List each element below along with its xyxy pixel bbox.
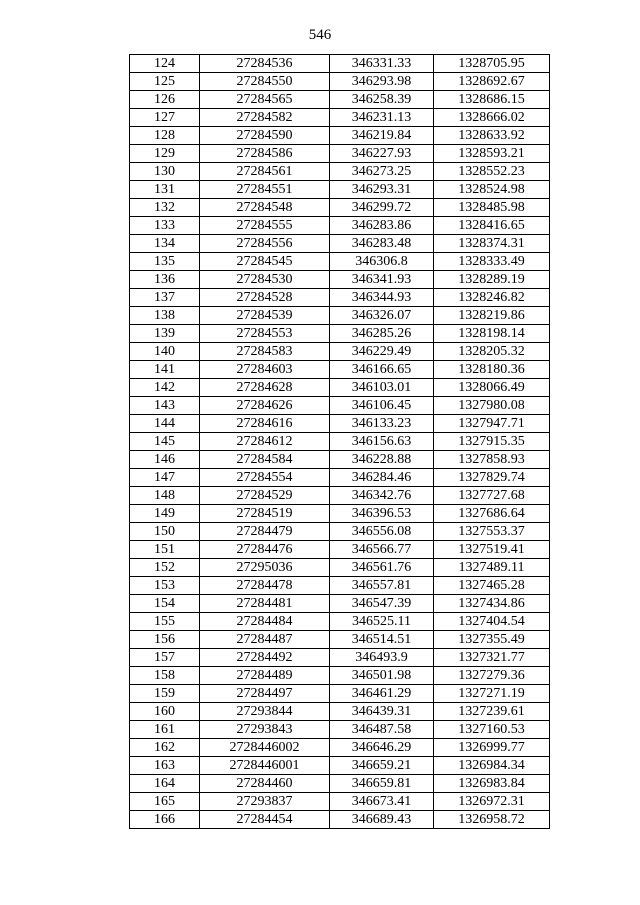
point-id-cell: 27284530 — [200, 271, 330, 289]
point-number-cell: 152 — [130, 559, 200, 577]
y-coordinate-cell: 1327686.64 — [434, 505, 550, 523]
table-row — [130, 739, 550, 757]
point-id-cell: 27284584 — [200, 451, 330, 469]
table-row — [130, 253, 550, 271]
point-id-cell: 27284536 — [200, 55, 330, 73]
y-coordinate-cell: 1327160.53 — [434, 721, 550, 739]
point-id-cell: 27284612 — [200, 433, 330, 451]
x-coordinate-cell: 346659.81 — [330, 775, 434, 793]
point-number-cell: 131 — [130, 181, 200, 199]
point-id-cell: 27284556 — [200, 235, 330, 253]
y-coordinate-cell: 1327553.37 — [434, 523, 550, 541]
point-number-cell: 154 — [130, 595, 200, 613]
x-coordinate-cell: 346285.26 — [330, 325, 434, 343]
point-id-cell: 27284478 — [200, 577, 330, 595]
point-id-cell: 27284454 — [200, 811, 330, 829]
x-coordinate-cell: 346166.65 — [330, 361, 434, 379]
point-number-cell: 126 — [130, 91, 200, 109]
y-coordinate-cell: 1326999.77 — [434, 739, 550, 757]
table-row — [130, 163, 550, 181]
x-coordinate-cell: 346341.93 — [330, 271, 434, 289]
point-id-cell: 2728446002 — [200, 739, 330, 757]
x-coordinate-cell: 346293.31 — [330, 181, 434, 199]
y-coordinate-cell: 1328289.19 — [434, 271, 550, 289]
table-row — [130, 397, 550, 415]
table-row — [130, 91, 550, 109]
x-coordinate-cell: 346283.48 — [330, 235, 434, 253]
x-coordinate-cell: 346659.21 — [330, 757, 434, 775]
point-id-cell: 27284548 — [200, 199, 330, 217]
x-coordinate-cell: 346284.46 — [330, 469, 434, 487]
point-number-cell: 139 — [130, 325, 200, 343]
x-coordinate-cell: 346556.08 — [330, 523, 434, 541]
y-coordinate-cell: 1326972.31 — [434, 793, 550, 811]
table-row — [130, 559, 550, 577]
point-id-cell: 27284497 — [200, 685, 330, 703]
table-row — [130, 577, 550, 595]
point-id-cell: 27284554 — [200, 469, 330, 487]
point-id-cell: 27284492 — [200, 649, 330, 667]
point-number-cell: 156 — [130, 631, 200, 649]
y-coordinate-cell: 1328485.98 — [434, 199, 550, 217]
y-coordinate-cell: 1326958.72 — [434, 811, 550, 829]
table-row — [130, 703, 550, 721]
table-row — [130, 433, 550, 451]
point-id-cell: 27295036 — [200, 559, 330, 577]
x-coordinate-cell: 346273.25 — [330, 163, 434, 181]
table-row — [130, 811, 550, 829]
point-number-cell: 157 — [130, 649, 200, 667]
y-coordinate-cell: 1328180.36 — [434, 361, 550, 379]
x-coordinate-cell: 346299.72 — [330, 199, 434, 217]
x-coordinate-cell: 346547.39 — [330, 595, 434, 613]
y-coordinate-cell: 1328066.49 — [434, 379, 550, 397]
point-id-cell: 27293843 — [200, 721, 330, 739]
point-id-cell: 27284582 — [200, 109, 330, 127]
point-number-cell: 148 — [130, 487, 200, 505]
point-id-cell: 27284529 — [200, 487, 330, 505]
y-coordinate-cell: 1327915.35 — [434, 433, 550, 451]
x-coordinate-cell: 346525.11 — [330, 613, 434, 631]
point-id-cell: 27284551 — [200, 181, 330, 199]
x-coordinate-cell: 346514.51 — [330, 631, 434, 649]
point-id-cell: 27284489 — [200, 667, 330, 685]
table-row — [130, 757, 550, 775]
y-coordinate-cell: 1327947.71 — [434, 415, 550, 433]
x-coordinate-cell: 346673.41 — [330, 793, 434, 811]
table-row — [130, 217, 550, 235]
y-coordinate-cell: 1328374.31 — [434, 235, 550, 253]
x-coordinate-cell: 346258.39 — [330, 91, 434, 109]
table-row — [130, 487, 550, 505]
x-coordinate-cell: 346689.43 — [330, 811, 434, 829]
table-row — [130, 595, 550, 613]
table-row — [130, 685, 550, 703]
table-row — [130, 649, 550, 667]
point-number-cell: 144 — [130, 415, 200, 433]
point-id-cell: 27284565 — [200, 91, 330, 109]
point-id-cell: 27284550 — [200, 73, 330, 91]
x-coordinate-cell: 346566.77 — [330, 541, 434, 559]
table-row — [130, 667, 550, 685]
point-number-cell: 140 — [130, 343, 200, 361]
point-number-cell: 160 — [130, 703, 200, 721]
point-number-cell: 150 — [130, 523, 200, 541]
y-coordinate-cell: 1327279.36 — [434, 667, 550, 685]
x-coordinate-cell: 346228.88 — [330, 451, 434, 469]
point-number-cell: 145 — [130, 433, 200, 451]
y-coordinate-cell: 1327465.28 — [434, 577, 550, 595]
y-coordinate-cell: 1328524.98 — [434, 181, 550, 199]
table-row — [130, 325, 550, 343]
y-coordinate-cell: 1327434.86 — [434, 595, 550, 613]
point-id-cell: 27284626 — [200, 397, 330, 415]
y-coordinate-cell: 1328692.67 — [434, 73, 550, 91]
point-id-cell: 27284479 — [200, 523, 330, 541]
y-coordinate-cell: 1328333.49 — [434, 253, 550, 271]
point-number-cell: 134 — [130, 235, 200, 253]
y-coordinate-cell: 1328246.82 — [434, 289, 550, 307]
table-row — [130, 775, 550, 793]
point-id-cell: 27284528 — [200, 289, 330, 307]
point-number-cell: 165 — [130, 793, 200, 811]
y-coordinate-cell: 1328198.14 — [434, 325, 550, 343]
point-number-cell: 133 — [130, 217, 200, 235]
table-row — [130, 343, 550, 361]
point-number-cell: 127 — [130, 109, 200, 127]
point-number-cell: 130 — [130, 163, 200, 181]
table-row — [130, 541, 550, 559]
y-coordinate-cell: 1327271.19 — [434, 685, 550, 703]
table-row — [130, 451, 550, 469]
y-coordinate-cell: 1327829.74 — [434, 469, 550, 487]
x-coordinate-cell: 346557.81 — [330, 577, 434, 595]
table-row — [130, 55, 550, 73]
point-number-cell: 155 — [130, 613, 200, 631]
y-coordinate-cell: 1327727.68 — [434, 487, 550, 505]
point-number-cell: 143 — [130, 397, 200, 415]
table-row — [130, 469, 550, 487]
y-coordinate-cell: 1328593.21 — [434, 145, 550, 163]
y-coordinate-cell: 1327519.41 — [434, 541, 550, 559]
y-coordinate-cell: 1327489.11 — [434, 559, 550, 577]
x-coordinate-cell: 346293.98 — [330, 73, 434, 91]
table-row — [130, 613, 550, 631]
table-row — [130, 199, 550, 217]
table-row — [130, 307, 550, 325]
x-coordinate-cell: 346106.45 — [330, 397, 434, 415]
table-row — [130, 379, 550, 397]
point-number-cell: 128 — [130, 127, 200, 145]
y-coordinate-cell: 1328416.65 — [434, 217, 550, 235]
point-number-cell: 135 — [130, 253, 200, 271]
x-coordinate-cell: 346283.86 — [330, 217, 434, 235]
point-number-cell: 147 — [130, 469, 200, 487]
table-row — [130, 271, 550, 289]
x-coordinate-cell: 346439.31 — [330, 703, 434, 721]
y-coordinate-cell: 1327321.77 — [434, 649, 550, 667]
x-coordinate-cell: 346501.98 — [330, 667, 434, 685]
table-row — [130, 109, 550, 127]
point-number-cell: 141 — [130, 361, 200, 379]
table-row — [130, 127, 550, 145]
x-coordinate-cell: 346342.76 — [330, 487, 434, 505]
table-row — [130, 631, 550, 649]
y-coordinate-cell: 1327355.49 — [434, 631, 550, 649]
y-coordinate-cell: 1328686.15 — [434, 91, 550, 109]
point-number-cell: 151 — [130, 541, 200, 559]
point-number-cell: 149 — [130, 505, 200, 523]
point-id-cell: 27284553 — [200, 325, 330, 343]
y-coordinate-cell: 1327239.61 — [434, 703, 550, 721]
x-coordinate-cell: 346156.63 — [330, 433, 434, 451]
page-number: 546 — [308, 27, 332, 43]
point-number-cell: 153 — [130, 577, 200, 595]
x-coordinate-cell: 346219.84 — [330, 127, 434, 145]
table-row — [130, 721, 550, 739]
x-coordinate-cell: 346231.13 — [330, 109, 434, 127]
point-number-cell: 124 — [130, 55, 200, 73]
y-coordinate-cell: 1328219.86 — [434, 307, 550, 325]
point-number-cell: 163 — [130, 757, 200, 775]
point-number-cell: 132 — [130, 199, 200, 217]
table-row — [130, 505, 550, 523]
point-id-cell: 27284481 — [200, 595, 330, 613]
point-number-cell: 137 — [130, 289, 200, 307]
table-row — [130, 793, 550, 811]
table-row — [130, 181, 550, 199]
coordinates-table-body — [130, 55, 550, 829]
y-coordinate-cell: 1328705.95 — [434, 55, 550, 73]
point-id-cell: 27284460 — [200, 775, 330, 793]
point-id-cell: 27293844 — [200, 703, 330, 721]
x-coordinate-cell: 346646.29 — [330, 739, 434, 757]
x-coordinate-cell: 346331.33 — [330, 55, 434, 73]
table-row — [130, 73, 550, 91]
point-number-cell: 162 — [130, 739, 200, 757]
y-coordinate-cell: 1328666.02 — [434, 109, 550, 127]
point-id-cell: 27293837 — [200, 793, 330, 811]
point-id-cell: 27284583 — [200, 343, 330, 361]
x-coordinate-cell: 346487.58 — [330, 721, 434, 739]
table-row — [130, 235, 550, 253]
y-coordinate-cell: 1327858.93 — [434, 451, 550, 469]
point-number-cell: 158 — [130, 667, 200, 685]
point-number-cell: 146 — [130, 451, 200, 469]
point-id-cell: 27284561 — [200, 163, 330, 181]
y-coordinate-cell: 1326984.34 — [434, 757, 550, 775]
y-coordinate-cell: 1326983.84 — [434, 775, 550, 793]
point-number-cell: 164 — [130, 775, 200, 793]
x-coordinate-cell: 346227.93 — [330, 145, 434, 163]
point-id-cell: 27284603 — [200, 361, 330, 379]
x-coordinate-cell: 346344.93 — [330, 289, 434, 307]
point-id-cell: 27284484 — [200, 613, 330, 631]
x-coordinate-cell: 346326.07 — [330, 307, 434, 325]
point-id-cell: 27284555 — [200, 217, 330, 235]
point-id-cell: 27284545 — [200, 253, 330, 271]
x-coordinate-cell: 346133.23 — [330, 415, 434, 433]
point-id-cell: 27284590 — [200, 127, 330, 145]
table-row — [130, 523, 550, 541]
x-coordinate-cell: 346103.01 — [330, 379, 434, 397]
y-coordinate-cell: 1328552.23 — [434, 163, 550, 181]
point-id-cell: 27284539 — [200, 307, 330, 325]
coordinates-table — [129, 54, 550, 829]
point-number-cell: 138 — [130, 307, 200, 325]
point-number-cell: 142 — [130, 379, 200, 397]
table-row — [130, 289, 550, 307]
point-number-cell: 161 — [130, 721, 200, 739]
y-coordinate-cell: 1327404.54 — [434, 613, 550, 631]
point-number-cell: 159 — [130, 685, 200, 703]
x-coordinate-cell: 346493.9 — [330, 649, 434, 667]
y-coordinate-cell: 1327980.08 — [434, 397, 550, 415]
point-id-cell: 27284586 — [200, 145, 330, 163]
point-id-cell: 27284519 — [200, 505, 330, 523]
x-coordinate-cell: 346229.49 — [330, 343, 434, 361]
table-row — [130, 415, 550, 433]
x-coordinate-cell: 346561.76 — [330, 559, 434, 577]
point-id-cell: 27284628 — [200, 379, 330, 397]
point-number-cell: 136 — [130, 271, 200, 289]
point-number-cell: 125 — [130, 73, 200, 91]
y-coordinate-cell: 1328205.32 — [434, 343, 550, 361]
point-number-cell: 166 — [130, 811, 200, 829]
point-id-cell: 27284476 — [200, 541, 330, 559]
point-id-cell: 27284616 — [200, 415, 330, 433]
table-row — [130, 145, 550, 163]
point-id-cell: 27284487 — [200, 631, 330, 649]
point-number-cell: 129 — [130, 145, 200, 163]
x-coordinate-cell: 346306.8 — [330, 253, 434, 271]
y-coordinate-cell: 1328633.92 — [434, 127, 550, 145]
x-coordinate-cell: 346461.29 — [330, 685, 434, 703]
table-row — [130, 361, 550, 379]
point-id-cell: 2728446001 — [200, 757, 330, 775]
x-coordinate-cell: 346396.53 — [330, 505, 434, 523]
